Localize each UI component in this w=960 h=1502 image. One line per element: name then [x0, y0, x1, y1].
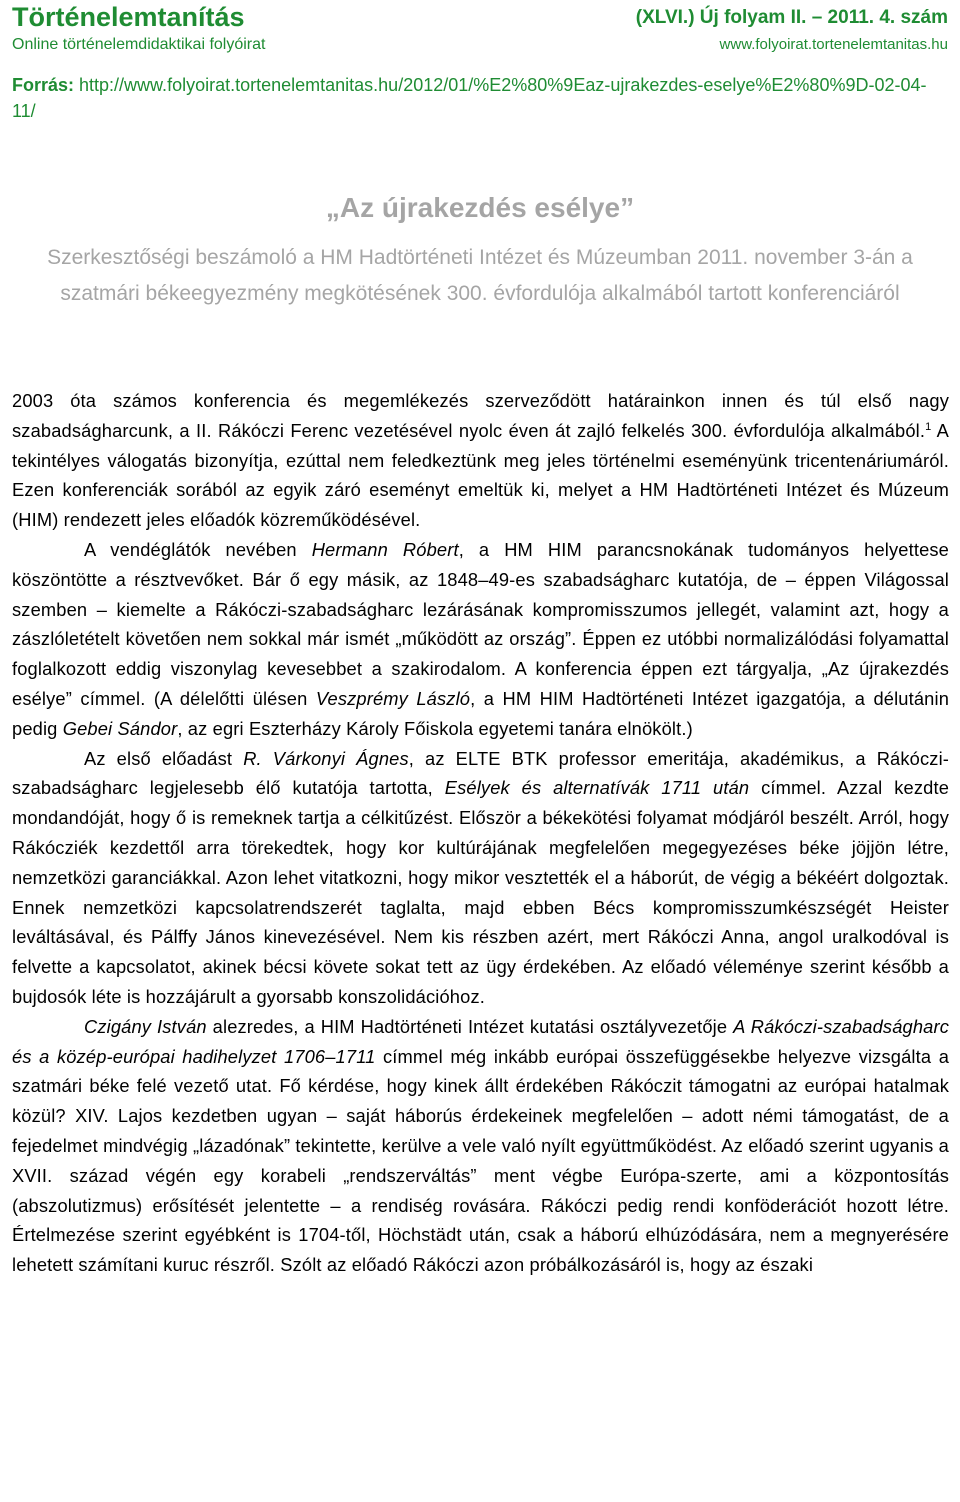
paragraph-3-text-b: , az ELTE BTK professor emeritája, akadémikus, a Rákóczi-szabadságharc legjelesebb élő kutatója tartotta, [12, 747, 950, 799]
paragraph-2-text-c: , a HM HIM Hadtörténeti Intézet igazgatója, a délutánin pedig [12, 687, 950, 739]
source-url-link[interactable]: http://www.folyoirat.tortenelemtanitas.hu/2012/01/%E2%80%9Eaz-ujrakezdes-eselye%E2%80%9D-02-04-11/ [12, 75, 927, 121]
paragraph-3-text-a: Az első előadást [84, 747, 244, 769]
source-label: Forrás: [12, 75, 75, 95]
paragraph-1-text-a: 2003 óta számos konferencia és megemlékezés szerveződött határainkon innen és túl első nagy szabadságharcunk, a II. Rákóczi Ferenc vezetésével nyolc éven át zajló felkelés 300. évfordulója alkalmából. [12, 390, 949, 441]
article-title: „Az újrakezdés esélye” [325, 192, 635, 223]
paragraph-1 [12, 386, 949, 535]
article-body [12, 386, 949, 1280]
paragraph-3 [12, 744, 949, 1012]
page-header [12, 0, 948, 58]
person-gebei-sandor: Gebei Sándor [62, 717, 178, 739]
journal-title: Történelemtanítás [12, 2, 245, 32]
footnote-ref-1[interactable]: 1 [925, 420, 932, 433]
person-czigany-istvan: Czigány István [84, 1015, 207, 1037]
person-r-varkonyi-agnes: R. Várkonyi Ágnes [243, 747, 409, 769]
person-hermann-robert: Hermann Róbert [311, 538, 459, 560]
paragraph-4 [12, 1012, 949, 1280]
lecture-title-2: A Rákóczi-szabadságharc és a közép-európai hadihelyzet 1706–1711 [12, 1015, 950, 1067]
issue-number: (XLVI.) Új folyam II. – 2011. 4. szám [635, 7, 948, 28]
paragraph-2-text-d: , az egri Eszterházy Károly Főiskola egyetemi tanára elnökölt.) [177, 717, 693, 739]
article-subtitle: Szerkesztőségi beszámoló a HM Hadtörténeti Intézet és Múzeumban 2011. november 3-án a szatmári békeegyezmény megkötésének 300. évfordulója alkalmából tartott konferenciáról [47, 246, 913, 305]
paragraph-2 [12, 535, 949, 744]
journal-subtitle: Online történelemdidaktikai folyóirat [12, 36, 266, 53]
paragraph-1-text-b: A tekintélyes válogatás bizonyítja, ezúttal nem feledkeztünk meg jeles történelmi eseményünk tricentenáriumáról. Ezen konferenciák sorából az egyik záró eseményt emeltük ki, melyet a HM Hadtörténeti Intézet és Múzeum (HIM) rendezett jeles előadók közreműködésével. [12, 419, 949, 531]
lecture-title-1: Esélyek és alternatívák 1711 után [444, 777, 750, 799]
paragraph-4-text-b: címmel még inkább európai összefüggésekbe helyezve vizsgálta a szatmári béke felé vezető utat. Fő kérdése, hogy kinek állt érdekében Rákóczit támogatni az európai hatalmak közül? XIV. Lajos kezdetben ugyan – saját háborús érdekeinek megfelelően – adott némi támogatást, de a fejedelmet mindvégig „lázadónak” tekintette, kerülve a vele való nyílt együttműködést. Az előadó szerint ugyanis a XVII. század végén egy korabeli „rendszerváltás” ment végbe Európa-szerte, ami a központosítás (abszolutizmus) erősítését jelentette – a rendiség rovására. Rákóczi pedig rendi konföderációt hozott létre. Értelmezése szerint egyébként is 1704-től, Höchstädt után, csak a háború elhúzódására, nem a megnyerésére lehetett számítani kuruc részről. Szólt az előadó Rákóczi azon próbálkozásáról is, hogy az északi [12, 1045, 950, 1276]
paragraph-2-text-a: A vendéglátók nevében [84, 538, 312, 560]
journal-url-link[interactable]: www.folyoirat.tortenelemtanitas.hu [719, 36, 948, 53]
paragraph-3-text-c: címmel. Azzal kezdte mondandóját, hogy ő is remeknek tartja a célkitűzést. Először a békekötési folyamat módjáról beszélt. Arról, hogy Rákócziék kezdettől arra törekedtek, hogy kor kultúrájának megfelelően megegyezéses béke jöjjön létre, nemzetközi garanciákkal. Azon lehet vitatkozni, hogy mikor vesztették el a háborút, de végig a békéért dolgoztak. Ennek nemzetközi kapcsolatrendszerét taglalta, majd ebben Bécs kompromisszumkészségét Heister leváltásával, és Pálffy János kinevezésével. Nem kis részben azért, mert Rákóczi Anna, angol uralkodóval is felvette a kapcsolatot, akinek bécsi követe sokat tett az ügy érdekében. Az előadó véleménye szerint később a bujdosók léte is hozzájárult a gyorsabb konszolidációhoz. [12, 777, 950, 1007]
paragraph-2-text-b: , a HM HIM parancsnokának tudományos helyettese köszöntötte a résztvevőket. Bár ő egy másik, az 1848–49-es szabadságharc kutatója, de – éppen Világossal szemben – kiemelte a Rákóczi-szabadságharc lezárásának kompromisszumos jellegét, valamint azt, hogy a zászlóletételt követően nem sokkal már ismét „működött az ország”. Éppen ez utóbbi normalizálódási folyamattal foglalkozott eddig viszonylag kevesebbet a szakirodalom. A konferencia éppen ezt tárgyalja, „Az újrakezdés esélye” címmel. (A délelőtti ülésen [12, 538, 949, 709]
paragraph-4-text-a: alezredes, a HIM Hadtörténeti Intézet kutatási osztályvezetője [206, 1015, 734, 1037]
person-veszpremy-laszlo: Veszprémy László [315, 687, 471, 709]
source-line [12, 72, 948, 124]
